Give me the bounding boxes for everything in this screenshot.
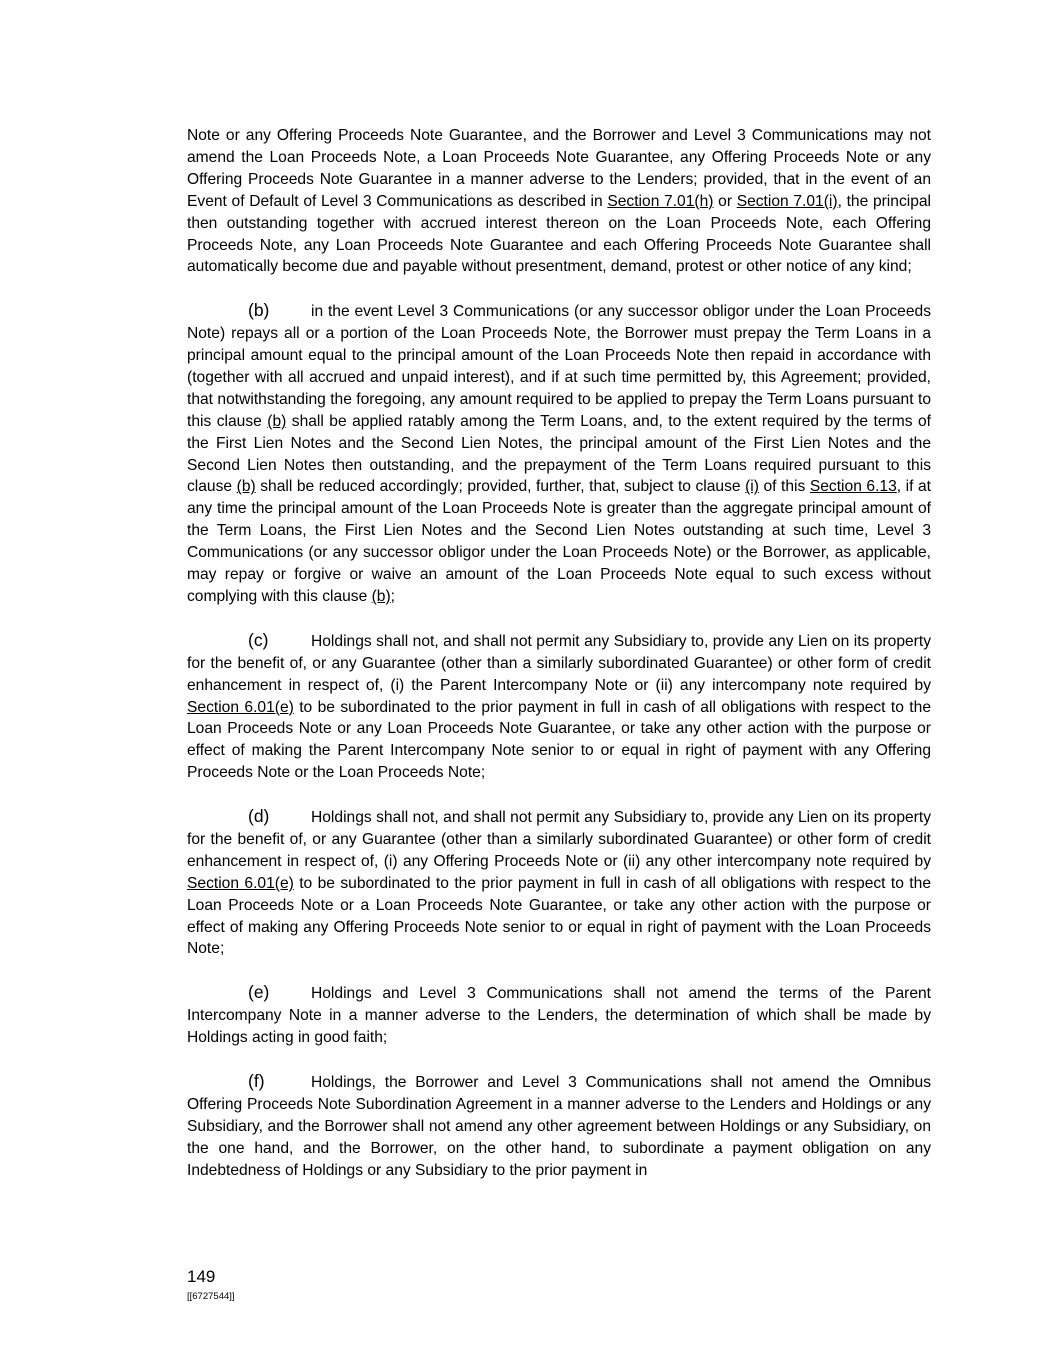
paragraph-text: or bbox=[713, 192, 737, 210]
paragraph-text: , if at any time the principal amount of the Loan Proceeds Note is greater than the aggregate principal amount of the Term Loans, the First Lien Notes and the Second Lien Notes outstanding at such time, Level 3 Communications (or any successor obligor under the Loan Proceeds Note) or the Borrower, as applicable, may repay or forgive or waive an amount of the Loan Proceeds Note equal to such excess without complying with this clause bbox=[187, 478, 931, 606]
paragraph-text: , the principal then outstanding together with accrued interest thereon on the Loan Proceeds Note, each Offering Proceeds Note, any Loan Proceeds Note Guarantee and each Offering Proceeds Note Guarantee shall automatically become due and payable without presentment, demand, protest or other notice of any kind; bbox=[187, 192, 932, 276]
clause-marker: (c) bbox=[248, 629, 269, 650]
paragraph-text: ; bbox=[390, 588, 396, 606]
clause-marker: (e) bbox=[248, 982, 270, 1003]
cross-reference: (i) bbox=[745, 478, 759, 496]
paragraph-text: to be subordinated to the prior payment in full in cash of all obligations with respect to the Loan Proceeds Note or any Loan Proceeds Note Guarantee, or take any other action with the purpose or effect of making the Parent Intercompany Note senior to or equal in right of payment with any Offering Proceeds Note or the Loan Proceeds Note; bbox=[187, 698, 931, 782]
paragraph bbox=[187, 982, 931, 1049]
paragraph-text: Holdings shall not, and shall not permit any Subsidiary to, provide any Lien on its property for the benefit of, or any Guarantee (other than a similarly subordinated Guarantee) or other form of credit enhancement in respect of, (i) the Parent Intercompany Note or (ii) any intercompany note required by bbox=[187, 632, 931, 694]
clause-marker: (b) bbox=[248, 300, 270, 321]
paragraph-text: to be subordinated to the prior payment in full in cash of all obligations with respect to the Loan Proceeds Note or a Loan Proceeds Note Guarantee, or take any other action with the purpose or effect of making any Offering Proceeds Note senior to or equal in right of payment with the Loan Proceeds Note; bbox=[187, 874, 931, 958]
clause-marker: (d) bbox=[248, 806, 270, 827]
cross-reference: Section 6.01(e) bbox=[187, 698, 294, 716]
paragraph bbox=[187, 1071, 931, 1182]
document-body bbox=[187, 125, 931, 1203]
cross-reference: (b) bbox=[371, 588, 391, 606]
paragraph bbox=[187, 300, 931, 608]
paragraph-text: in the event Level 3 Communications (or any successor obligor under the Loan Proceeds Note) repays all or a portion of the Loan Proceeds Note, the Borrower must prepay the Term Loans in a principal amount equal to the principal amount of the Loan Proceeds Note then repaid in accordance with (together with all accrued and unpaid interest), and if at such time permitted by, this Agreement; provided, that notwithstanding the foregoing, any amount required to be applied to prepay the Term Loans pursuant to this clause bbox=[187, 303, 931, 430]
paragraph bbox=[187, 125, 931, 278]
paragraph-text: Holdings and Level 3 Communications shall not amend the terms of the Parent Intercompany Note in a manner adverse to the Lenders, the determination of which shall be made by Holdings acting in good faith; bbox=[187, 985, 931, 1047]
clause-marker: (f) bbox=[248, 1070, 265, 1091]
document-id: [[6727544]] bbox=[187, 1291, 235, 1302]
paragraph-text: shall be reduced accordingly; provided, further, that, subject to clause bbox=[255, 478, 746, 496]
cross-reference: (b) bbox=[267, 412, 287, 430]
paragraph-text: Note or any Offering Proceeds Note Guarantee, and the Borrower and Level 3 Communications may not amend the Loan Proceeds Note, a Loan Proceeds Note Guarantee, any Offering Proceeds Note or any Offering Proceeds Note Guarantee in a manner adverse to the Lenders; provided, that in the event of an Event of Default of Level 3 Communications as described in bbox=[187, 127, 931, 210]
cross-reference: Section 6.01(e) bbox=[187, 874, 294, 892]
paragraph bbox=[187, 630, 931, 784]
paragraph-text: of this bbox=[758, 478, 810, 496]
cross-reference: Section 6.13 bbox=[809, 478, 897, 496]
paragraph-text: Holdings, the Borrower and Level 3 Communications shall not amend the Omnibus Offering Proceeds Note Subordination Agreement in a manner adverse to the Lenders and Holdings or any Subsidiary, and the Borrower shall not amend any other agreement between Holdings or any Subsidiary, on the one hand, and the Borrower, on the other hand, to subordinate a payment obligation on any Indebtedness of Holdings or any Subsidiary to the prior payment in bbox=[187, 1073, 931, 1179]
paragraph bbox=[187, 806, 931, 960]
cross-reference: Section 7.01(h) bbox=[607, 192, 714, 210]
cross-reference: (b) bbox=[236, 478, 256, 496]
cross-reference: Section 7.01(i) bbox=[736, 192, 838, 210]
page-number: 149 bbox=[187, 1267, 216, 1286]
paragraph-text: shall be applied ratably among the Term Loans, and, to the extent required by the terms of the First Lien Notes and the Second Lien Notes, the principal amount of the First Lien Notes and the Second Lien Notes then outstanding, and the prepayment of the Term Loans required pursuant to this clause bbox=[187, 412, 931, 496]
paragraph-text: Holdings shall not, and shall not permit any Subsidiary to, provide any Lien on its property for the benefit of, or any Guarantee (other than a similarly subordinated Guarantee) or other form of credit enhancement in respect of, (i) any Offering Proceeds Note or (ii) any other intercompany note required by bbox=[187, 809, 931, 870]
